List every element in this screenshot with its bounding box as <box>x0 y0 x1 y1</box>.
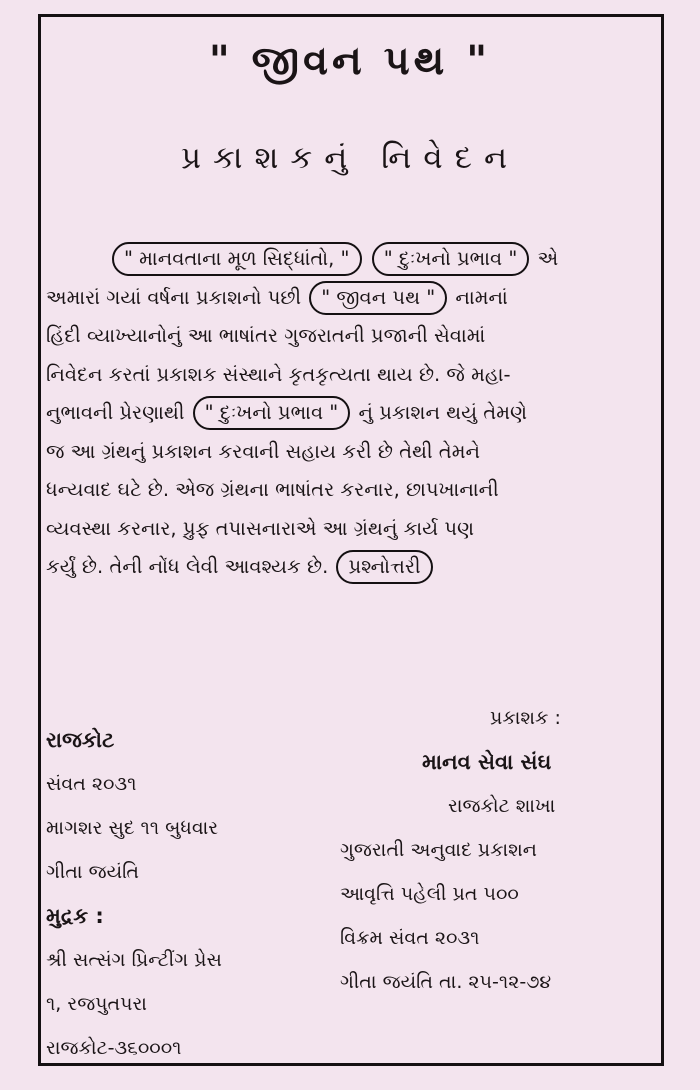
para-text: નુભાવની પ્રેરણાથી <box>46 401 185 424</box>
para-text: એ <box>537 247 559 270</box>
para-text: નું પ્રકાશન થયું તેમણે <box>358 401 527 424</box>
imprint-left <box>46 722 222 1074</box>
gita-jayanti-date: ગીતા જયંતિ તા. ૨૫-૧૨-૭૪ <box>340 971 552 993</box>
para-line-9 <box>46 548 662 587</box>
para-line-7: ધન્યવાદ ઘટે છે. એજ ગ્રંથના ભાષાંતર કરનાર, છાપખાનાની <box>46 478 499 501</box>
series: ગુજરાતી અનુવાદ પ્રકાશન <box>340 839 537 861</box>
para-text: કર્યું છે. તેની નોંધ લેવી આવશ્યક છે. <box>46 555 329 578</box>
publisher-name: માનવ સેવા સંઘ <box>422 750 552 774</box>
circled-title-4: " દુઃખનો પ્રભાવ " <box>193 396 351 430</box>
document-title: " જીવન પથ " <box>208 38 492 84</box>
printer-name: શ્રી સત્સંગ પ્રિન્ટીંગ પ્રેસ <box>46 949 222 971</box>
printer-city: રાજકોટ-૩૬૦૦૦૧ <box>46 1037 182 1059</box>
publisher-label: પ્રકાશક : <box>490 707 561 729</box>
imprint-right <box>340 700 666 1008</box>
vikram-samvat: વિક્રમ સંવત ૨૦૩૧ <box>340 927 480 949</box>
para-text: નામનાં <box>455 285 508 309</box>
para-line-5 <box>46 394 662 433</box>
printer-label: મુદ્રક : <box>46 904 104 928</box>
edition: આવૃત્તિ પહેલી પ્રત ૫૦૦ <box>340 883 519 905</box>
circled-title-5: પ્રશ્નોત્તરી <box>336 550 432 584</box>
para-line-8: વ્યવસ્થા કરનાર, પ્રુફ તપાસનારાએ આ ગ્રંથનું કાર્ય પણ <box>46 516 474 540</box>
para-line-2 <box>46 279 662 318</box>
para-line-3: હિંદી વ્યાખ્યાનોનું આ ભાષાંતર ગુજરાતની પ્રજાની સેવામાં <box>46 324 486 347</box>
para-line-1 <box>46 240 662 279</box>
para-line-4: નિવેદન કરતાં પ્રકાશક સંસ્થાને કૃતકૃત્યતા થાય છે. જે મહા- <box>46 362 511 386</box>
occasion: ગીતા જયંતિ <box>46 861 140 883</box>
circled-title-2: " દુઃખનો પ્રભાવ " <box>372 242 530 276</box>
printer-address: ૧, રજપુતપરા <box>46 993 147 1015</box>
date: માગશર સુદ ૧૧ બુધવાર <box>46 817 219 839</box>
para-line-6: જ આ ગ્રંથનું પ્રકાશન કરવાની સહાય કરી છે તેથી તેમને <box>46 439 480 463</box>
samvat: સંવત ૨૦૩૧ <box>46 773 137 795</box>
para-text: અમારાં ગયાં વર્ષના પ્રકાશનો પછી <box>46 285 302 309</box>
preface-paragraph <box>46 240 662 587</box>
document-subtitle: પ્રકાશકનું નિવેદન <box>180 140 520 176</box>
place: રાજકોટ <box>46 728 115 752</box>
circled-title-1: " માનવતાના મૂળ સિદ્ધાંતો, " <box>112 242 362 276</box>
circled-title-3: " જીવન પથ " <box>309 281 447 315</box>
publisher-branch: રાજકોટ શાખા <box>448 795 556 817</box>
